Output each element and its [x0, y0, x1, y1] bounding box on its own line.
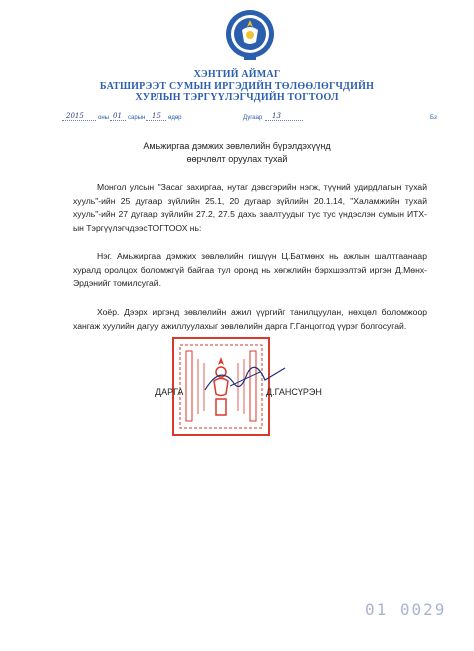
date-month: 01 [113, 112, 122, 120]
body-paragraph-two: Хоёр. Дээрх иргэнд зөвлөлийн ажил үүргийг танилцуулан, нөхцөл боломжоор хангаж хуулийн дагуу ажиллуулахыг зөвлөлийн дарга Г.Ганцоггод үүрэг болгосугай. [73, 307, 427, 331]
date-day-label: өдөр [168, 115, 182, 121]
date-number-line [58, 110, 448, 126]
state-emblem-icon [222, 6, 278, 64]
header-soum-council: БАТШИРЭЭТ СУМЫН ИРГЭДИЙН ТӨЛӨӨЛӨГЧДИЙН [99, 81, 375, 92]
signatory-title: ДАРГА [155, 387, 184, 397]
date-month-label: сарын [128, 115, 146, 121]
subject-line-2: өөрчлөлт оруулах тухай [186, 154, 288, 164]
subject-line-1: Амьжиргаа дэмжих зөвлөлийн бүрэлдэхүүнд [143, 141, 331, 151]
body-paragraph-basis: Монгол улсын "Засаг захиргаа, нутаг дэвсгэрийн нэгж, түүний удирдлагын тухай хууль"-ийн 25 дугаар зүйлийн 25.1, 20 дугаар зүйлийн 20.1.14, "Халамжийн тухай хууль"-ийн 27 дугаар зүйлийн 27.2, 27.5 дахь заалтуудыг тус тус үндэслэн сумын ИТХ-ын ТэргүүлэгчдээсТОГТООХ нь: [73, 182, 427, 233]
body-paragraph-one: Нэг. Амьжиргаа дэмжих зөвлөлийн гишүүн Ц.Батмөнх нь ажлын шалтгаанаар хуралд оролцох боломжгүй байгаа тул оронд нь хөгжлийн бэрхшээлтэй иргэн Д.Мөнх-Эрдэнийг томилсугай. [73, 251, 427, 288]
date-year: 2015 [66, 112, 84, 120]
registration-number: 01 0029 [365, 600, 447, 619]
date-year-label: оны [98, 115, 109, 121]
place-label: Бз [430, 115, 437, 121]
number-label: Дугаар [243, 115, 263, 121]
header-presidium-resolution: ХУРЛЫН ТЭРГҮҮЛЭГЧДИЙН ТОГТООЛ [135, 92, 339, 103]
signatory-name: Д.ГАНСҮРЭН [266, 387, 322, 397]
resolution-number: 13 [272, 112, 281, 120]
date-day: 15 [152, 112, 161, 120]
header-aimag: ХЭНТИЙ АЙМАГ [193, 69, 281, 80]
